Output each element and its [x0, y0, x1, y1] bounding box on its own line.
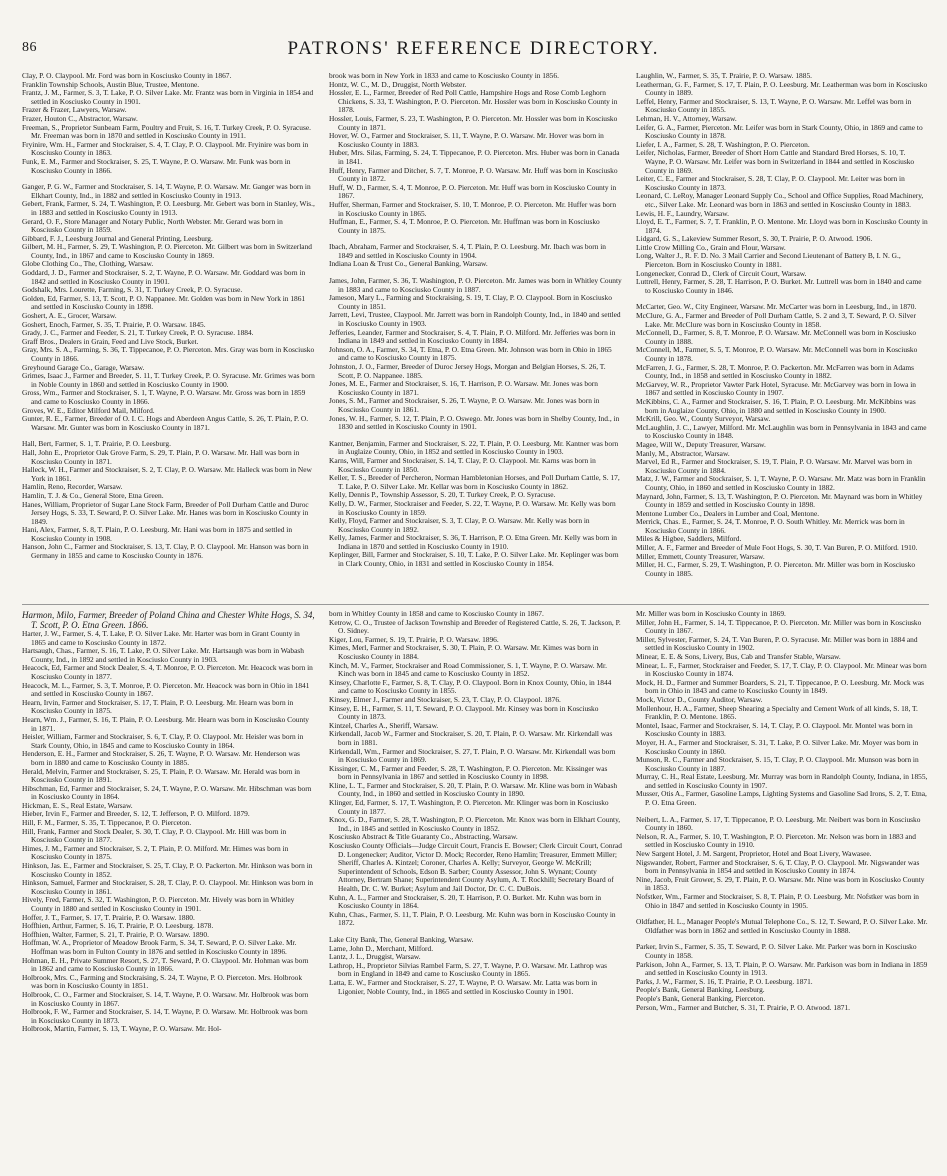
- directory-entry: Parker, Irvin S., Farmer, S. 35, T. Seward, P. O. Silver Lake. Mr. Parker was born in Kosciusko County in 1858.: [636, 942, 917, 960]
- directory-entry: Groves, W. E., Editor Milford Mail, Milford.: [22, 405, 155, 415]
- directory-entry: Latta, E. W., Farmer and Stockraiser, S. 27, T. Wayne, P. O. Warsaw. Mr. Latta was born in Ligonier, Noble County, Ind., in 1865 and settled in Kosciusko County in 1901.: [329, 977, 598, 996]
- directory-entry: Little Crow Milling Co., Grain and Flour, Warsaw.: [636, 242, 786, 252]
- directory-entry: Miller, A. F., Farmer and Breeder of Mule Foot Hogs, S. 30, T. Van Buren, P. O. Milford. 1910.: [636, 543, 918, 553]
- directory-entry: Gebert, Frank, Farmer, S. 24, T. Washington, P. O. Leesburg. Mr. Gebert was born in Stanley, Wis., in 1883 and settled in Kosciusko County in 1913.: [22, 199, 315, 217]
- directory-entry: Kimes, Merl, Farmer and Stockraiser, S. 30, T. Plain, P. O. Warsaw. Mr. Kimes was born in Kosciusko County in 1884.: [329, 643, 599, 661]
- directory-entry: Miller, John H., Farmer, S. 14, T. Tippecanoe, P. O. Pierceton. Mr. Miller was born in Kosciusko County in 1867.: [636, 617, 922, 636]
- directory-entry: Kinsey, Charlotte F., Farmer, S. 8, T. Clay, P. O. Claypool. Born in Knox County, Ohio, in 1844 and came to Kosciusko County in 1855.: [329, 677, 612, 696]
- directory-entry: Mentone Lumber Co., Dealers in Lumber and Coal, Mentone.: [636, 508, 820, 518]
- directory-entry: Hill, Frank, Farmer and Stock Dealer, S. 30, T. Clay, P. O. Claypool. Mr. Hill was born in Kosciusko County in 1877.: [22, 826, 287, 845]
- directory-entry: Kuhn, Chas., Farmer, S. 11, T. Plain, P. O. Leesburg. Mr. Kuhn was born in Kosciusko County in 1872.: [329, 909, 616, 928]
- directory-column: [636, 610, 929, 1166]
- directory-entry: Marvel, Ed R., Farmer and Stockraiser, S. 19, T. Plain, P. O. Warsaw. Mr. Marvel was born in Kosciusko County in 1884.: [636, 457, 912, 475]
- directory-column: [22, 610, 315, 1166]
- directory-entry: Lathrop, H., Proprietor Silvias Rambel Farm, S. 27, T. Wayne, P. O. Warsaw. Mr. Lathrop was born in England in 1849 and came to Kosciusko County in 1865.: [329, 960, 607, 979]
- directory-entry: Freeman, S., Proprietor Sunbeam Farm, Poultry and Fruit, S. 16, T. Turkey Creek, P. O. Syracuse. Mr. Freeman was born in 1870 and settled in Kosciusko County in 1911.: [22, 122, 311, 141]
- directory-entry: McGarvey, W. R., Proprietor Vawter Park Hotel, Syracuse. Mr. McGarvey was born in Iowa in 1867 and settled in Kosciusko County in 1907.: [636, 379, 916, 398]
- directory-entry: Frazer & Frazer, Lawyers, Warsaw.: [22, 105, 127, 115]
- directory-entry: Knox, G. D., Farmer, S. 28, T. Washington, P. O. Pierceton. Mr. Knox was born in Elkhart County, Ind., in 1845 and settled in Kosciusko County in 1852.: [329, 815, 621, 833]
- directory-entry: Montel, Isaac, Farmer and Stockraiser, S. 14, T. Clay, P. O. Claypool. Mr. Montel was born in Kosciusko County in 1883.: [636, 720, 913, 739]
- directory-entry: Mr. Miller was born in Kosciusko County in 1869.: [636, 610, 786, 618]
- directory-entry: Jones, W. H., Farmer, S. 12, T. Plain, P. O. Oswego. Mr. Jones was born in Shelby County, Ind., in 1830 and settled in Kosciusko County in 1901.: [329, 413, 620, 432]
- directory-entry: Grimes, Isaac J., Farmer and Breeder, S. 11, T. Turkey Creek, P. O. Syracuse. Mr. Grimes was born in Noble County in 1860 and settled in Kosciusko County in 1900.: [22, 371, 315, 389]
- directory-entry: Neibert, L. A., Farmer, S. 17, T. Tippecanoe, P. O. Leesburg. Mr. Neibert was born in Kosciusko County in 1860.: [636, 814, 921, 833]
- directory-entry: Lehman, H. V., Attorney, Warsaw.: [636, 113, 737, 123]
- directory-entry: Goshert, Enoch, Farmer, S. 35, T. Prairie, P. O. Warsaw. 1845.: [22, 319, 206, 329]
- directory-column: [636, 72, 929, 602]
- directory-column: [329, 72, 622, 602]
- directory-entry: Hearn, Wm. J., Farmer, S. 16, T. Plain, P. O. Leesburg. Mr. Hearn was born in Kosciusko County in 1871.: [22, 714, 309, 733]
- directory-entry: Hearn, Irvin, Farmer and Stockraiser, S. 17, T. Plain, P. O. Leesburg. Mr. Hearn was born in Kosciusko County in 1875.: [22, 697, 294, 716]
- directory-entry: Keller, T. S., Breeder of Percheron, Norman Hambletonian Horses, and Poll Durham Cattle, S. 17, T. Lake, P. O. Silver Lake. Mr. Kellar was born in Kosciusko County in 1862.: [329, 473, 620, 491]
- directory-entry: Hossler, Louis, Farmer, S. 23, T. Washington, P. O. Pierceton. Mr. Hossler was born in Kosciusko County in 1871.: [329, 113, 618, 132]
- directory-entry: Hamlin, T. J. & Co., General Store, Etna Green.: [22, 490, 164, 500]
- top-section: [22, 72, 929, 602]
- directory-entry: Keplinger, Bill, Farmer and Stockraiser, S. 10, T. Lake, P. O. Silver Lake. Mr. Keplinger was born in Clark County, Ohio, in 1831 and settled in Kosciusko County in 1854.: [329, 550, 619, 569]
- directory-entry: Lake City Bank, The, General Banking, Warsaw.: [329, 934, 474, 944]
- directory-entry: Miller, H. C., Farmer, S. 29, T. Washington, P. O. Pierceton. Mr. Miller was born in Kosciusko County in 1885.: [636, 560, 916, 578]
- directory-entry: Graff Bros., Dealers in Grain, Feed and Live Stock, Burket.: [22, 336, 199, 346]
- directory-entry: Moyer, H. A., Farmer and Stockraiser, S. 31, T. Lake, P. O. Silver Lake. Mr. Moyer was born in Kosciusko County in 1860.: [636, 737, 919, 756]
- directory-entry: Mock, Victor D., County Auditor, Warsaw.: [636, 694, 763, 704]
- page-title: PATRONS' REFERENCE DIRECTORY.: [287, 38, 660, 59]
- directory-entry: Leatherman, G. F., Farmer, S. 17, T. Plain, P. O. Leesburg. Mr. Leatherman was born in Kosciusko County in 1889.: [636, 79, 928, 98]
- directory-entry: Hoffhien, Arthur, Farmer, S. 16, T. Prairie, P. O. Leesburg. 1878.: [22, 921, 214, 931]
- directory-entry: Gunter, R. E., Farmer, Breeder of O. I. C. Hogs and Aberdeen Angus Cattle, S. 26, T. Plain, P. O. Warsaw. Mr. Gunter was born in Kosciusko County in 1871.: [22, 414, 309, 432]
- directory-entry: Liefer, I. A., Farmer, S. 28, T. Washington, P. O. Pierceton.: [636, 139, 810, 149]
- directory-entry: Leffel, Henry, Farmer and Stockraiser, S. 13, T. Wayne, P. O. Warsaw. Mr. Leffel was born in Kosciusko County in 1855.: [636, 96, 912, 115]
- directory-entry: Hieber, Irvin F., Farmer and Breeder, S. 12, T. Jefferson, P. O. Milford. 1879.: [22, 809, 250, 819]
- directory-entry: Kirkendall, Jacob W., Farmer and Stockraiser, S. 20, T. Plain, P. O. Warsaw. Mr. Kirkendall was born in 1881.: [329, 729, 613, 747]
- directory-entry: Hinkson, Samuel, Farmer and Stockraiser, S. 28, T. Clay, P. O. Claypool. Mr. Hinkson was born in Kosciusko County in 1861.: [22, 878, 314, 896]
- directory-entry: Murray, C. H., Real Estate, Leesburg. Mr. Murray was born in Randolph County, Indiana, in 1855, and settled in Kosciusko County in 1907.: [636, 772, 928, 790]
- directory-entry: Lewis, H. F., Laundry, Warsaw.: [636, 208, 729, 218]
- directory-entry: Mollenhour, H. A., Farmer, Sheep Shearing a Specialty and Cement Work of all kinds, S. 18, T. Franklin, P. O. Mentone. 1865.: [636, 703, 918, 722]
- directory-entry: Minear, E. E. & Sons, Livery, Bus, Cab and Transfer Stable, Warsaw.: [636, 651, 841, 661]
- directory-entry: Heisler, William, Farmer and Stockraiser, S. 6, T. Clay, P. O. Claypool. Mr. Heisler was born in Stark County, Ohio, in 1845 and came to Kosciusko County in 1864.: [22, 732, 304, 750]
- directory-entry: Leiter, C. E., Farmer and Stockraiser, S. 28, T. Clay, P. O. Claypool. Mr. Leiter was born in Kosciusko County in 1873.: [636, 174, 905, 192]
- directory-entry: Hall, Bert, Farmer, S. 1, T. Prairie, P. O. Leesburg.: [22, 439, 171, 449]
- directory-column: [329, 610, 622, 1166]
- directory-entry: Nofstker, Wm., Farmer and Stockraiser, S. 8, T. Plain, P. O. Leesburg. Mr. Nofstker was born in Ohio in 1847 and settled in Kosciusko County in 1905.: [636, 892, 919, 910]
- directory-entry: Miles & Higbee, Saddlers, Milford.: [636, 534, 742, 544]
- directory-entry: Kosciusko Abstract & Title Guaranty Co., Abstracting, Warsaw.: [329, 832, 518, 842]
- directory-entry: Johnston, J. O., Farmer, Breeder of Duroc Jersey Hogs, Morgan and Belgian Horses, S. 26, T. Scott, P. O. Nappanee. 1885.: [329, 362, 606, 380]
- directory-entry: Herald, Melvin, Farmer and Stockraiser, S. 25, T. Plain, P. O. Warsaw. Mr. Herald was born in Kosciusko County in 1891.: [22, 766, 300, 785]
- directory-entry: Minear, L. F., Farmer, Stockraiser and Feeder, S. 17, T. Clay, P. O. Claypool. Mr. Minear was born in Kosciusko County in 1874.: [636, 660, 927, 679]
- directory-entry: Miller, Emmett, County Treasurer, Warsaw.: [636, 551, 765, 561]
- directory-entry: Merrick, Chas. E., Farmer, S. 24, T. Monroe, P. O. South Whitley. Mr. Merrick was born in Kosciusko County in 1866.: [636, 517, 905, 535]
- bottom-section: [22, 610, 929, 1166]
- directory-entry: Jones, S. M., Farmer and Stockraiser, S. 26, T. Wayne, P. O. Warsaw. Mr. Jones was born in Kosciusko County in 1861.: [329, 396, 600, 414]
- directory-entry: Henderson, E. H., Farmer and Stockraiser, S. 26, T. Wayne, P. O. Warsaw. Mr. Henderson was born in 1880 and came to Kosciusko County in 1885.: [22, 749, 300, 767]
- directory-entry: Indiana Loan & Trust Co., General Banking, Warsaw.: [329, 259, 488, 269]
- directory-entry: Lame, John D., Merchant, Milford.: [329, 943, 434, 953]
- directory-entry: Kelly, D. W., Farmer, Stockraiser and Feeder, S. 22, T. Wayne, P. O. Warsaw. Mr. Kelly was born in Kosciusko County in 1859.: [329, 498, 616, 517]
- directory-entry: Miller, Sylvester, Farmer, S. 24, T. Van Buren, P. O. Syracuse. Mr. Miller was born in 1884 and settled in Kosciusko County in 1902.: [636, 634, 918, 653]
- directory-entry: Hoffhien, Walter, Farmer, S. 21, T. Prairie, P. O. Warsaw. 1890.: [22, 929, 209, 939]
- directory-entry: Jones, M. E., Farmer and Stockraiser, S. 16, T. Harrison, P. O. Warsaw. Mr. Jones was born Kosciusko County in 1871.: [329, 379, 598, 397]
- directory-entry: Hively, Fred, Farmer, S. 32, T. Washington, P. O. Pierceton. Mr. Hively was born in Whitley County in 1880 and settled in Kosciusko County in 1901.: [22, 895, 295, 913]
- directory-entry: Kelly, Floyd, Farmer and Stockraiser, S. 3, T. Clay, P. O. Warsaw. Mr. Kelly was born in Kosciusko County in 1892.: [329, 516, 590, 534]
- directory-column: [22, 72, 315, 602]
- page-number: 86: [22, 40, 37, 55]
- directory-entry: Hohman, E. H., Private Summer Resort, S. 27, T. Seward, P. O. Claypool. Mr. Hohman was born in 1862 and came to Kosciusko County in 1866.: [22, 955, 309, 974]
- directory-entry: Hartsaugh, Chas., Farmer, S. 16, T. Lake, P. O. Silver Lake. Mr. Hartsaugh was born in Wabash County, Ind., in 1892 and settled in Kosciusko County in 1903.: [22, 646, 304, 664]
- directory-entry: Hoffer, J. T., Farmer, S. 17, T. Prairie, P. O. Warsaw. 1880.: [22, 912, 195, 922]
- directory-entry: Godshalk, Mrs. Lourette, Farming, S. 31, T. Turkey Creek, P. O. Syracuse.: [22, 285, 243, 295]
- directory-entry: Nigswander, Robert, Farmer and Stockraiser, S. 6, T. Clay, P. O. Claypool. Mr. Nigswander was born in Pennsylvania in 1854 and settled in Kosciusko County in 1874.: [636, 857, 920, 876]
- directory-entry: Hanes, William, Proprietor of Sugar Lane Stock Farm, Breeder of Poll Durham Cattle and Duroc Jersey Hogs, S. 33, T. Seward, P. O. Silver Lake. Mr. Hanes was born in Kosciusko County in 1849.: [22, 499, 309, 526]
- directory-entry: Gerard, O. F., Store Manager and Notary Public, North Webster. Mr. Gerard was born in Kosciusko County in 1859.: [22, 216, 283, 235]
- directory-entry: Grady, J. C., Farmer and Feeder, S. 21, T. Turkey Creek, P. O. Syracuse. 1884.: [22, 328, 254, 338]
- directory-entry: Huffman, E., Farmer, S. 4, T. Monroe, P. O. Pierceton. Mr. Huffman was born in Kosciusko County in 1875.: [329, 217, 600, 235]
- directory-entry: Holbrook, C. O., Farmer and Stockraiser, S. 14, T. Wayne, P. O. Warsaw. Mr. Holbrook was born in Kosciusko County in 1867.: [22, 989, 309, 1008]
- directory-entry: Huffer, Sherman, Farmer and Stockraiser, S. 10, T. Monroe, P. O. Pierceton. Mr. Huffer was born in Kosciusko County in 1865.: [329, 199, 617, 218]
- directory-entry: Franklin Township Schools, Austin Blue, Trustee, Mentone.: [22, 79, 200, 89]
- directory-entry: Frazer, Houton C., Abstractor, Warsaw.: [22, 113, 138, 123]
- directory-entry: Goddard, J. D., Farmer and Stockraiser, S. 2, T. Wayne, P. O. Warsaw. Mr. Goddard was born in 1842 and settled in Kosciusko County in 1901.: [22, 268, 306, 286]
- directory-entry: Ketrow, C. O., Trustee of Jackson Township and Breeder of Registered Cattle, S. 26, T. Jackson, P. O. Sidney.: [329, 617, 621, 636]
- directory-entry: Luttrell, Henry, Farmer, S. 28, T. Harrison, P. O. Burket. Mr. Luttrell was born in 1840 and came to Kosciusko County in 1846.: [636, 277, 922, 295]
- directory-entry: Kinsey, Elmer J., Farmer and Stockraiser, S. 23, T. Clay, P. O. Claypool. 1876.: [329, 694, 561, 704]
- directory-entry: Kelly, Dennis P., Township Assessor, S. 20, T. Turkey Creek, P. O. Syracuse.: [329, 490, 556, 500]
- directory-entry: Heacock, M. L., Farmer, S. 3, T. Monroe, P. O. Pierceton. Mr. Heacock was born in Ohio in 1841 and settled in Kosciusko County in 1867.: [22, 680, 310, 699]
- directory-entry: McCarter, Geo. W., City Engineer, Warsaw. Mr. McCarter was born in Leesburg, Ind., in 1870.: [636, 302, 917, 312]
- directory-entry: Hall, John E., Proprietor Oak Grove Farm, S. 29, T. Plain, P. O. Warsaw. Mr. Hall was born in Kosciusko County in 1871.: [22, 447, 300, 466]
- directory-entry: Gibbard, F. J., Leesburg Journal and General Printing, Leesburg.: [22, 233, 213, 243]
- directory-entry: Maynard, John, Farmer, S. 13, T. Washington, P. O. Pierceton. Mr. Maynard was born in Whitley County in 1859 and settled in Kosciusko County in 1898.: [636, 491, 923, 510]
- directory-entry: Kinsey, E. H., Farmer, S. 11, T. Seward, P. O. Claypool. Mr. Kinsey was born in Kosciusko County in 1873.: [329, 703, 599, 722]
- directory-entry: Kintzel, Charles A., Sheriff, Warsaw.: [329, 720, 439, 730]
- directory-entry: Leonard, C. LeRoy, Manager Leonard Supply Co., School and Office Supplies, Road Machinery, etc., Silver Lake. Mr. Leonard was born in 1863 and settled in Kosciusko County in 1883.: [636, 191, 924, 209]
- directory-entry: Long, Walter J., R. F. D. No. 3 Mail Carrier and Second Lieutenant of Battery B, I. N. G., Pierceton. Born in Kosciusko County in 1881.: [636, 251, 901, 270]
- directory-entry: James, John, Farmer, S. 36, T. Washington, P. O. Pierceton. Mr. James was born in Whitley County in 1883 and came to Kosciusko County in 1887.: [329, 276, 622, 294]
- directory-entry: Karns, Will, Farmer and Stockraiser, S. 14, T. Clay, P. O. Claypool. Mr. Karns was born in Kosciusko County in 1850.: [329, 455, 596, 474]
- directory-entry: People's Bank, General Banking, Pierceton.: [636, 993, 766, 1003]
- directory-entry: Mock, H. D., Farmer and Summer Boarders, S. 21, T. Tippecanoe, P. O. Leesburg. Mr. Mock was born in Ohio in 1843 and came to Kosciusko County in 1849.: [636, 677, 924, 696]
- directory-entry: Hamlin, Reno, Recorder, Warsaw.: [22, 482, 123, 492]
- directory-entry: Huber, Mrs. Silas, Farming, S. 24, T. Tippecanoe, P. O. Pierceton. Mrs. Huber was born in Canada in 1841.: [329, 148, 620, 166]
- directory-entry: Goshert, A. E., Grocer, Warsaw.: [22, 311, 117, 321]
- directory-entry: Hover, W. O., Farmer and Stockraiser, S. 11, T. Wayne, P. O. Warsaw. Mr. Hover was born in Kosciusko County in 1883.: [329, 131, 604, 149]
- directory-entry: Leifer, G. A., Farmer, Pierceton. Mr. Leifer was born in Stark County, Ohio, in 1869 and came to Kosciusko County in 1878.: [636, 122, 923, 141]
- directory-entry: Ibach, Abraham, Farmer and Stockraiser, S. 4, T. Plain, P. O. Leesburg. Mr. Ibach was born in 1849 and settled in Kosciusko County in 1904.: [329, 242, 607, 260]
- directory-entry: Kissinger, C. M., Farmer and Feeder, S. 28, T. Washington, P. O. Pierceton. Mr. Kissinger was born in Pennsylvania in 1867 and settled in Kosciusko County in 1898.: [329, 763, 608, 782]
- directory-entry: Kline, L. T., Farmer and Stockraiser, S. 20, T. Plain, P. O. Warsaw. Mr. Kline was born in Wabash County, Ind., in 1860 and settled in Kosciusko County in 1890.: [329, 780, 618, 799]
- directory-entry: Gray, Mrs. S. A., Farming, S. 36, T. Tippecanoe, P. O. Pierceton. Mrs. Gray was born in Kosciusko County in 1866.: [22, 345, 315, 363]
- directory-entry: Hickman, E. S., Real Estate, Warsaw.: [22, 800, 133, 810]
- directory-entry: Hani, Alex, Farmer, S. 8, T. Plain, P. O. Leesburg. Mr. Hani was born in 1875 and settled in Kosciusko County in 1908.: [22, 525, 293, 543]
- directory-entry: Musser, Otis A., Farmer, Gasoline Lamps, Lighting Systems and Gasoline Sad Irons, S. 2, T. Etna, P. O. Etna Green.: [636, 789, 927, 808]
- directory-entry: brook was born in New York in 1833 and came to Kosciusko County in 1856.: [329, 72, 559, 80]
- directory-entry: Person, Wm., Farmer and Butcher, S. 31, T. Prairie, P. O. Atwood. 1871.: [636, 1002, 851, 1012]
- directory-entry: Klinger, Ed, Farmer, S. 17, T. Washington, P. O. Pierceton. Mr. Klinger was born in Kosciusko County in 1877.: [329, 798, 609, 816]
- directory-entry: Laughlin, W., Farmer, S. 35, T. Prairie, P. O. Warsaw. 1885.: [636, 72, 812, 80]
- directory-entry: born in Whitley County in 1858 and came to Kosciusko County in 1867.: [329, 610, 544, 618]
- directory-entry: Jefferies, Leander, Farmer and Stockraiser, S. 4, T. Plain, P. O. Milford. Mr. Jefferies was born in Indiana in 1849 and settled in Kosciusko County in 1884.: [329, 327, 616, 346]
- directory-entry: New Sargent Hotel, J. M. Sargent, Proprietor, Hotel and Boat Livery, Wawasee.: [636, 849, 872, 859]
- directory-entry: Holbrook, Mrs. C., Farming and Stockraising, S. 24, T. Wayne, P. O. Pierceton. Mrs. Holbrook was born in Kosciusko County in 1851.: [22, 972, 303, 991]
- directory-entry: Holbrook, F. W., Farmer and Stockraiser, S. 14, T. Wayne, P. O. Warsaw. Mr. Holbrook was born in Kosciusko County in 1873.: [22, 1007, 308, 1025]
- directory-entry: Harter, J. W., Farmer, S. 4, T. Lake, P. O. Silver Lake. Mr. Harter was born in Grant County in 1865 and came to Kosciusko County in 1872.: [22, 629, 300, 647]
- directory-entry: Hill, F. M., Farmer, S. 35, T. Tippecanoe, P. O. Pierceton.: [22, 818, 192, 828]
- directory-entry: Ganger, P. G. W., Farmer and Stockraiser, S. 14, T. Wayne, P. O. Warsaw. Mr. Ganger was born in Elkhart County, Ind., in 1882 and settled in Kosciusko County in 1913.: [22, 182, 311, 200]
- directory-entry: Greyhound Garage Co., Garage, Warsaw.: [22, 362, 145, 372]
- directory-entry: McClure, G. A., Farmer and Breeder of Poll Durham Cattle, S. 2 and 3, T. Seward, P. O. Silver Lake. Mr. McClure was born in Kosciusko County in 1858.: [636, 311, 916, 329]
- directory-entry: McLaughlin, J. C., Lawyer, Milford. Mr. McLaughlin was born in Pennsylvania in 1843 and came to Kosciusko County in 1848.: [636, 422, 927, 441]
- directory-entry: Kosciusko County Officials—Judge Circuit Court, Francis E. Bowser; Clerk Circuit Court, Conrad D. Longenecker; Auditor, Victor D. Mock; Recorder, Reno Hamlin; Treasurer, Emmett Miller; Sheriff, Charles A. Kintzel; Coroner, Charles A. Kelly; Surveyor, George W. McKrill; Superintendent of Schools, Edson B. Sarber; County Assessor, John S. Wynant; County Attorney, Bertram Shane; Superintendent County Asylum, A. T. Rockhill; Secretary Board of Health, Dr. C. W. Burket; Asylum and Jail Doctor, Dr. C. C. DuBois.: [329, 841, 622, 893]
- directory-entry: Himes, J. M., Farmer and Stockraiser, S. 2, T. Plain, P. O. Milford. Mr. Himes was born in Kosciusko County in 1875.: [22, 843, 289, 862]
- section-divider: [22, 604, 929, 605]
- directory-entry: Leifer, Nicholas, Farmer, Breeder of Short Horn Cattle and Standard Bred Horses, S. 10, T. Wayne, P. O. Warsaw. Mr. Leifer was born in Switzerland in 1844 and settled in Kosciusko County in 1869.: [636, 148, 915, 175]
- directory-entry: Magee, Will W., Deputy Treasurer, Warsaw.: [636, 439, 766, 449]
- directory-entry: Lantz, J. L., Druggist, Warsaw.: [329, 952, 421, 962]
- directory-entry: Jameson, Mary L., Farming and Stockraising, S. 19, T. Clay, P. O. Claypool. Born in Kosciusko County in 1851.: [329, 293, 612, 311]
- directory-entry: Frantz, J. M., Farmer, S. 3, T. Lake, P. O. Silver Lake. Mr. Frantz was born in Virginia in 1854 and settled in Kosciusko County in 1901.: [22, 88, 314, 106]
- directory-entry: People's Bank, General Banking, Leesburg.: [636, 985, 765, 995]
- directory-entry: Kirkendall, Wm., Farmer and Stockraiser, S. 27, T. Plain, P. O. Warsaw. Mr. Kirkendall was born in Kosciusko County in 1869.: [329, 746, 616, 765]
- directory-entry: Parks, J. W., Farmer, S. 16, T. Prairie, P. O. Leesburg. 1871.: [636, 976, 813, 986]
- directory-entry: Fryinire, Wm. H., Farmer and Stockraiser, S. 4, T. Clay, P. O. Claypool. Mr. Fryinire was born in Kosciusko County in 1863.: [22, 139, 309, 158]
- directory-entry: Nelson, R. A., Farmer, S. 10, T. Washington, P. O. Pierceton. Mr. Nelson was born in 1883 and settled in Kosciusko County in 1910.: [636, 831, 916, 850]
- directory-entry: McKrill, Geo. W., County Surveyor, Warsaw.: [636, 414, 771, 424]
- directory-entry: Heacock, Ed, Farmer and Stock Dealer, S. 4, T. Monroe, P. O. Pierceton. Mr. Heacock was born in Kosciusko County in 1877.: [22, 663, 313, 681]
- directory-entry: Huff, Henry, Farmer and Ditcher, S. 7, T. Monroe, P. O. Warsaw. Mr. Huff was born in Kosciusko County in 1872.: [329, 165, 618, 184]
- directory-entry: Lidgard, G. S., Lakeview Summer Resort, S. 30, T. Prairie, P. O. Atwood. 1906.: [636, 234, 873, 244]
- directory-entry: Nine, Jacob, Fruit Grower, S. 29, T. Plain, P. O. Warsaw. Mr. Nine was born in Kosciusko County in 1853.: [636, 874, 925, 893]
- directory-entry: Lloyd, E. T., Farmer, S. 7, T. Franklin, P. O. Mentone. Mr. Lloyd was born in Kosciusko County in 1874.: [636, 217, 928, 235]
- directory-entry: Kelly, James, Farmer and Stockraiser, S. 36, T. Harrison, P. O. Etna Green. Mr. Kelly was born in Indiana in 1870 and settled in Kosciusko County in 1910.: [329, 533, 617, 551]
- directory-entry: Oldfather, H. L., Manager People's Mutual Telephone Co., S. 12, T. Seward, P. O. Silver Lake. Mr. Oldfather was born in 1862 and settled in Kosciusko County in 1888.: [636, 917, 928, 935]
- directory-entry: Hinkson, Jas. E., Farmer and Stockraiser, S. 25, T. Clay, P. O. Packerton. Mr. Hinkson was born in Kosciusko County in 1852.: [22, 861, 313, 879]
- directory-entry: Parkison, John A., Farmer, S. 13, T. Plain, P. O. Warsaw. Mr. Parkison was born in Indiana in 1859 and settled in Kosciusko County in 1913.: [636, 959, 928, 978]
- directory-entry: Johnson, O. A., Farmer, S. 34, T. Etna, P. O. Etna Green. Mr. Johnson was born in Ohio in 1865 and came to Kosciusko County in 1875.: [329, 344, 612, 363]
- directory-entry: Kantner, Benjamin, Farmer and Stockraiser, S. 22, T. Plain, P. O. Leesburg. Mr. Kantner was born in Auglaize County, Ohio, in 1852 and settled in Kosciusko County in 1903.: [329, 438, 619, 457]
- directory-entry: Hibschman, Ed, Farmer and Stockraiser, S. 24, T. Wayne, P. O. Warsaw. Mr. Hibschman was born in Kosciusko County in 1864.: [22, 783, 312, 802]
- directory-entry: Huff, W. D., Farmer, S. 4, T. Monroe, P. O. Pierceton. Mr. Huff was born in Kosciusko County in 1867.: [329, 182, 617, 201]
- directory-entry: Hanson, John C., Farmer and Stockraiser, S. 13, T. Clay, P. O. Claypool. Mr. Hanson was born in Germany in 1855 and came to Kosciusko County in 1876.: [22, 542, 309, 561]
- directory-entry: Gilbert, M. H., Farmer, S. 29, T. Washington, P. O. Pierceton. Mr. Gilbert was born in Switzerland County, Ind., in 1867 and came to Kosciusko County in 1869.: [22, 242, 312, 260]
- directory-entry: McFarren, J. G., Farmer, S. 28, T. Monroe, P. O. Packerton. Mr. McFarren was born in Adams County, Ind., in 1858 and settled in Kosciusko County in 1882.: [636, 362, 914, 381]
- directory-entry: Holbrook, Martin, Farmer, S. 13, T. Wayne, P. O. Warsaw. Mr. Hol-: [22, 1024, 222, 1034]
- directory-entry: Golden, Ed, Farmer, S. 13, T. Scott, P. O. Nappanee. Mr. Golden was born in New York in 1861 and settled in Kosciusko County in 1898.: [22, 293, 306, 312]
- directory-entry: Gross, Wm., Farmer and Stockraiser, S. 1, T. Wayne, P. O. Warsaw. Mr. Gross was born in 1859 and came to Kosciusko County in 1866.: [22, 388, 306, 406]
- directory-entry: Clay, P. O. Claypool. Mr. Ford was born in Kosciusko County in 1867.: [22, 72, 232, 80]
- directory-entry: Funk, E. M., Farmer and Stockraiser, S. 25, T. Wayne, P. O. Warsaw. Mr. Funk was born in Kosciusko County in 1866.: [22, 156, 291, 175]
- directory-entry: Harmon, Milo, Farmer, Breeder of Poland China and Chester White Hogs, S. 34, T. Scott, P. O. Etna Green. 1866.: [22, 610, 315, 630]
- directory-entry: Kinch, M. V., Farmer, Stockraiser and Road Commissioner, S. 1, T. Wayne, P. O. Warsaw. Mr. Kinch was born in 1845 and came to Kosciusko County in 1852.: [329, 660, 607, 679]
- directory-entry: McConnell, M., Farmer, S. 5, T. Monroe, P. O. Warsaw. Mr. McConnell was born in Kosciusko County in 1878.: [636, 345, 918, 363]
- directory-entry: McKibbins, C. A., Farmer and Stockraiser, S. 16, T. Plain, P. O. Leesburg. Mr. McKibbins was born in Auglaize County, Ohio, in 1880 and settled in Kosciusko County in 1900.: [636, 396, 916, 415]
- directory-entry: Kiger, Lou, Farmer, S. 19, T. Prairie, P. O. Warsaw. 1896.: [329, 634, 499, 644]
- directory-entry: Matz, J. W., Farmer and Stockraiser, S. 1, T. Wayne, P. O. Warsaw. Mr. Matz was born in Franklin County, Ohio, in 1860 and settled in Kosciusko County in 1882.: [636, 474, 926, 492]
- directory-entry: Hontz, W. C., M. D., Druggist, North Webster.: [329, 79, 467, 89]
- directory-entry: Manly, M., Abstractor, Warsaw.: [636, 448, 730, 458]
- directory-entry: Globe Clothing Co., The, Clothing, Warsaw.: [22, 259, 154, 269]
- directory-entry: Jarrett, Levi, Trustee, Claypool. Mr. Jarrett was born in Randolph County, Ind., in 1840 and settled in Kosciusko County in 1903.: [329, 310, 621, 329]
- directory-entry: Kuhn, A. L., Farmer and Stockraiser, S. 20, T. Harrison, P. O. Burket. Mr. Kuhn was born in Kosciusko County in 1864.: [329, 892, 602, 911]
- directory-entry: Hoffman, W. A., Proprietor of Meadow Brook Farm, S. 34, T. Seward, P. O. Silver Lake. Mr. Hoffman was born in Fulton County in 1876 and settled in Kosciusko County in 1896.: [22, 938, 297, 956]
- directory-entry: McConnell, D., Farmer, S. 8, T. Monroe, P. O. Warsaw. Mr. McConnell was born in Kosciusko County in 1888.: [636, 328, 917, 346]
- directory-entry: Hossler, E. L., Farmer, Breeder of Red Poll Cattle, Hampshire Hogs and Rose Comb Leghorn Chickens, S. 33, T. Washington, P. O. Pierceton. Mr. Hossler was born in Kosciusko County in 1878.: [329, 88, 618, 115]
- directory-entry: Halleck, W. H., Farmer and Stockraiser, S. 2, T. Clay, P. O. Warsaw. Mr. Halleck was born in New York in 1861.: [22, 465, 312, 483]
- directory-entry: Munson, R. C., Farmer and Stockraiser, S. 15, T. Clay, P. O. Claypool. Mr. Munson was born in Kosciusko County in 1887.: [636, 755, 919, 773]
- directory-entry: Longenecker, Conrad D., Clerk of Circuit Court, Warsaw.: [636, 268, 807, 278]
